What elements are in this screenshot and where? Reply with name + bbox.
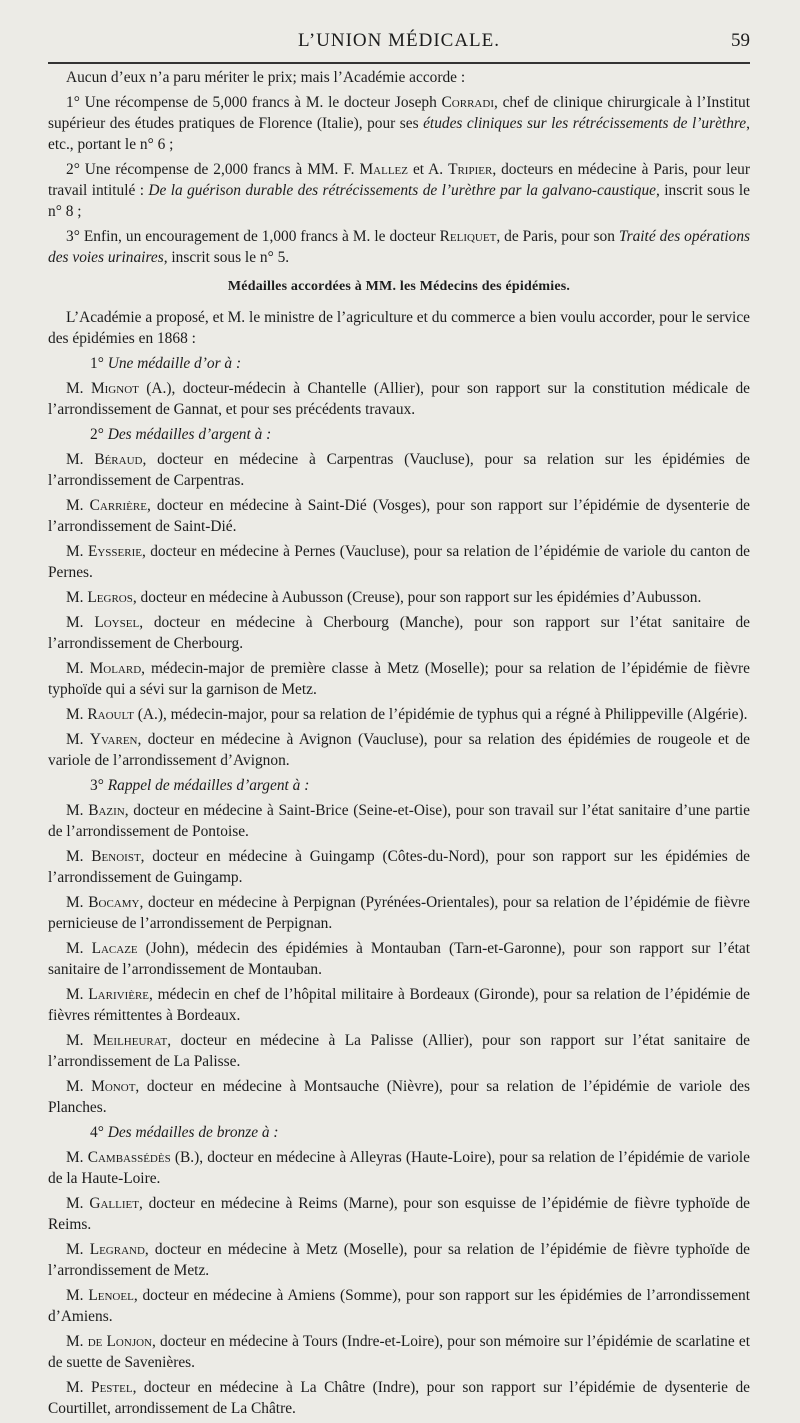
laureate-entry: M. Yvaren, docteur en médecine à Avignon (Vaucluse), pour sa relation des épidémies de rougeole et de variole de l’arrondissement d’Avignon. (48, 731, 750, 769)
laureate-entry: M. Eysserie, docteur en médecine à Pernes (Vaucluse), pour sa relation de l’épidémie de variole du canton de Pernes. (48, 543, 750, 581)
laureate-name: Monot (91, 1078, 136, 1095)
laureate-entry: M. Legrand, docteur en médecine à Metz (Moselle), pour sa relation de l’épidémie de fièvre typhoïde de l’arrondissement de Metz. (48, 1241, 750, 1279)
page-number: 59 (731, 30, 750, 51)
laureate-entry: M. Carrière, docteur en médecine à Saint-Dié (Vosges), pour son rapport sur l’épidémie de dysenterie de l’arrondissement de Saint-Dié. (48, 497, 750, 535)
section-title: Médailles accordées à MM. les Médecins des épidémies. (227, 279, 571, 294)
laureate-entry: M. Galliet, docteur en médecine à Reims (Marne), pour son esquisse de l’épidémie de fièvre typhoïde de Reims. (48, 1195, 750, 1233)
laureate-name: Cambassédès (87, 1149, 171, 1166)
laureate-entry: M. Monot, docteur en médecine à Montsauche (Nièvre), pour sa relation de l’épidémie de variole des Planches. (48, 1078, 750, 1116)
laureate-name: Meilheurat (93, 1032, 168, 1049)
section-intro: L’Académie a proposé, et M. le ministre de l’agriculture et du commerce a bien voulu accorder, pour le service des épidémies en 1868 : (48, 309, 750, 347)
laureate-entry: M. Mignot (A.), docteur-médecin à Chantelle (Allier), pour son rapport sur la constitution médicale de l’arrondissement de Gannat, et pour ses précédents travaux. (48, 380, 750, 418)
laureate-entry: M. de Lonjon, docteur en médecine à Tours (Indre-et-Loire), pour son mémoire sur l’épidémie de scarlatine et de suette de Savenières. (48, 1333, 750, 1371)
laureate-entry: M. Legros, docteur en médecine à Aubusson (Creuse), pour son rapport sur les épidémies d’Aubusson. (66, 589, 702, 606)
laureate-entry: M. Bazin, docteur en médecine à Saint-Brice (Seine-et-Oise), pour son travail sur l’état sanitaire d’une partie de l’arrondissement de Pontoise. (48, 802, 751, 840)
laureate-name: Mignot (90, 380, 139, 397)
laureate-entry: M. Loysel, docteur en médecine à Cherbourg (Manche), pour son rapport sur l’état sanitaire de l’arrondissement de Cherbourg. (48, 614, 750, 652)
laureate-entry: M. Lenoel, docteur en médecine à Amiens (Somme), pour son rapport sur les épidémies de l’arrondissement d’Amiens. (48, 1287, 750, 1325)
article-body (48, 67, 750, 1423)
laureate-name: Lacaze (91, 940, 138, 957)
laureate-name: Béraud (94, 451, 143, 468)
laureate-name: Raoult (87, 706, 134, 723)
laureate-name: Eysserie (87, 543, 142, 560)
laureate-name: Yvaren (89, 731, 138, 748)
group-heading: 2° Des médailles d’argent à : (90, 426, 272, 443)
laureate-name: Carrière (89, 497, 147, 514)
prize-2: 2° Une récompense de 2,000 francs à MM. F. Mallez et A. Tripier, docteurs en médecine à Paris, pour leur travail intitulé : De la guérison durable des rétrécissements de l’urèthre par la galvano-caustique, inscrit sous le n° 8 ; (48, 161, 751, 220)
laureate-name: de Lonjon (87, 1333, 152, 1350)
group-heading: 3° Rappel de médailles d’argent à : (90, 777, 310, 794)
laureate-entry: M. Meilheurat, docteur en médecine à La Palisse (Allier), pour son rapport sur l’état sanitaire de l’arrondissement de La Palisse. (48, 1032, 750, 1070)
laureate-entry: M. Lacaze (John), médecin des épidémies à Montauban (Tarn-et-Garonne), pour son rapport sur l’état sanitaire de l’arrondissement de Montauban. (48, 940, 750, 978)
laureate-name: Lenoel (88, 1287, 134, 1304)
laureate-entry: M. Bocamy, docteur en médecine à Perpignan (Pyrénées-Orientales), pour sa relation de l’épidémie de fièvre pernicieuse de l’arrondissement de Perpignan. (48, 894, 750, 932)
laureate-name: Legros (87, 589, 133, 606)
laureate-name: Pestel (91, 1379, 133, 1396)
laureate-entry: M. Pestel, docteur en médecine à La Châtre (Indre), pour son rapport sur l’épidémie de dysenterie de Courtillet, arrondissement de La Châtre. (48, 1379, 750, 1417)
prize-1: 1° Une récompense de 5,000 francs à M. le docteur Joseph Corradi, chef de clinique chirurgicale à l’Institut supérieur des études pratiques de Florence (Italie), pour ses études cliniques sur les rétrécissements de l’urèthre, etc., portant le n° 6 ; (48, 94, 750, 153)
page-header (48, 30, 750, 60)
laureate-entry: M. Béraud, docteur en médecine à Carpentras (Vaucluse), pour sa relation sur les épidémies de l’arrondissement de Carpentras. (48, 451, 750, 489)
laureate-name: Bazin (88, 802, 125, 819)
laureate-entry: M. Benoist, docteur en médecine à Guingamp (Côtes-du-Nord), pour son rapport sur les épidémies de l’arrondissement de Guingamp. (48, 848, 750, 886)
laureate-entry: M. Molard, médecin-major de première classe à Metz (Moselle); pour sa relation de l’épidémie de fièvre typhoïde qui a sévi sur la garnison de Metz. (48, 660, 750, 698)
medal-groups (48, 353, 750, 1419)
prize-3: 3° Enfin, un encouragement de 1,000 francs à M. le docteur Reliquet, de Paris, pour son Traité des opérations des voies urinaires, inscrit sous le n° 5. (48, 228, 751, 266)
laureate-entry: M. Cambassédès (B.), docteur en médecine à Alleyras (Haute-Loire), pour sa relation de l’épidémie de variole de la Haute-Loire. (48, 1149, 750, 1187)
laureate-name: Galliet (89, 1195, 139, 1212)
laureate-name: Bocamy (88, 894, 140, 911)
laureate-name: Legrand (89, 1241, 145, 1258)
laureate-name: Larivière (88, 986, 150, 1003)
laureate-name: Loysel (94, 614, 140, 631)
header-rule (48, 62, 750, 64)
laureate-name: Molard (89, 660, 142, 677)
group-heading: 4° Des médailles de bronze à : (90, 1124, 279, 1141)
running-title: L’UNION MÉDICALE. (297, 30, 501, 51)
group-heading: 1° Une médaille d’or à : (90, 355, 242, 372)
laureate-entry: M. Raoult (A.), médecin-major, pour sa relation de l’épidémie de typhus qui a régné à Philippeville (Algérie). (66, 706, 748, 723)
prize-intro: Aucun d’eux n’a paru mériter le prix; mais l’Académie accorde : (66, 69, 466, 86)
laureate-name: Benoist (91, 848, 141, 865)
laureate-entry: M. Larivière, médecin en chef de l’hôpital militaire à Bordeaux (Gironde), pour sa relation de l’épidémie de fièvres rémittentes à Bordeaux. (48, 986, 750, 1024)
